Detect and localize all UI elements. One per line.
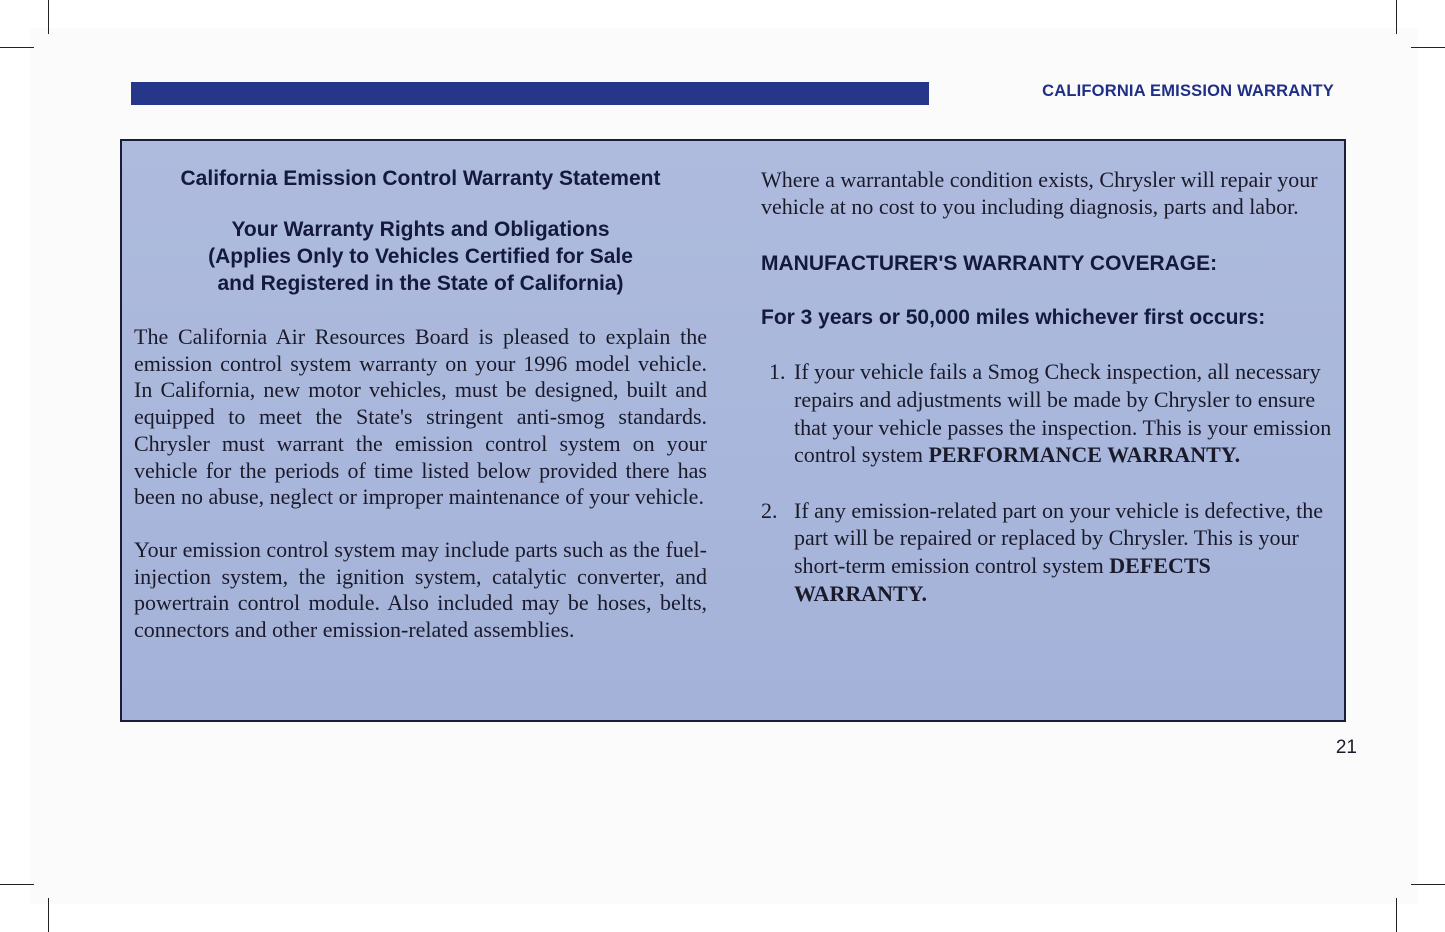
statement-title: California Emission Control Warranty Statement [180, 167, 661, 190]
years-heading: For 3 years or 50,000 miles whichever first occurs: [761, 306, 1266, 330]
list-emphasis: PERFORMANCE WARRANTY. [928, 442, 1241, 468]
crop-mark [1411, 47, 1445, 48]
crop-mark [0, 884, 34, 885]
repair-paragraph: Where a warrantable condition exists, Chrysler will repair your vehicle at no cost to you including diagnosis, parts and labor. [761, 167, 1318, 219]
crop-mark [48, 898, 49, 932]
warranty-panel [120, 139, 1346, 722]
subtitle-line: (Applies Only to Vehicles Certified for Sale [208, 245, 633, 268]
crop-mark [1396, 898, 1397, 932]
list-item [761, 497, 1334, 607]
statement-subtitle [134, 216, 707, 297]
list-item [761, 358, 1334, 468]
crop-mark [0, 47, 34, 48]
list-emphasis: DEFECTS WARRANTY. [794, 552, 1211, 606]
left-column [134, 165, 707, 644]
list-text: If any emission-related part on your vehicle is defective, the part will be repaired or replaced by Chrysler. This is your short-term emission control system [794, 497, 1324, 578]
crop-mark [1411, 884, 1445, 885]
subtitle-line: and Registered in the State of California) [217, 272, 624, 295]
header-bar [131, 82, 929, 105]
parts-paragraph: Your emission control system may include parts such as the fuel-injection system, the ignition system, catalytic converter, and powertrain control module. Also included may be hoses, belts, connectors and other emission-related assemblies. [134, 536, 707, 643]
subtitle-line: Your Warranty Rights and Obligations [231, 218, 610, 241]
coverage-heading: MANUFACTURER'S WARRANTY COVERAGE: [761, 252, 1218, 276]
right-column [761, 167, 1334, 607]
page-number: 21 [1335, 737, 1357, 758]
intro-paragraph: The California Air Resources Board is pleased to explain the emission control system warranty on your 1996 model vehicle. In California, new motor vehicles, must be designed, built and equipped to meet the State's stringent anti-smog standards. Chrysler must warrant the emission control system on your vehicle for the periods of time listed below provided there has been no abuse, neglect or improper maintenance of your vehicle. [134, 324, 707, 510]
list-number: 2. [761, 497, 778, 523]
crop-mark [1396, 0, 1397, 34]
list-number: 1. [769, 359, 786, 385]
crop-mark [48, 0, 49, 34]
list-text: If your vehicle fails a Smog Check inspection, all necessary repairs and adjustments will be made by Chrysler to ensure that your vehicle passes the inspection. This is your emission control system [794, 359, 1332, 468]
running-head: CALIFORNIA EMISSION WARRANTY [1042, 82, 1334, 100]
